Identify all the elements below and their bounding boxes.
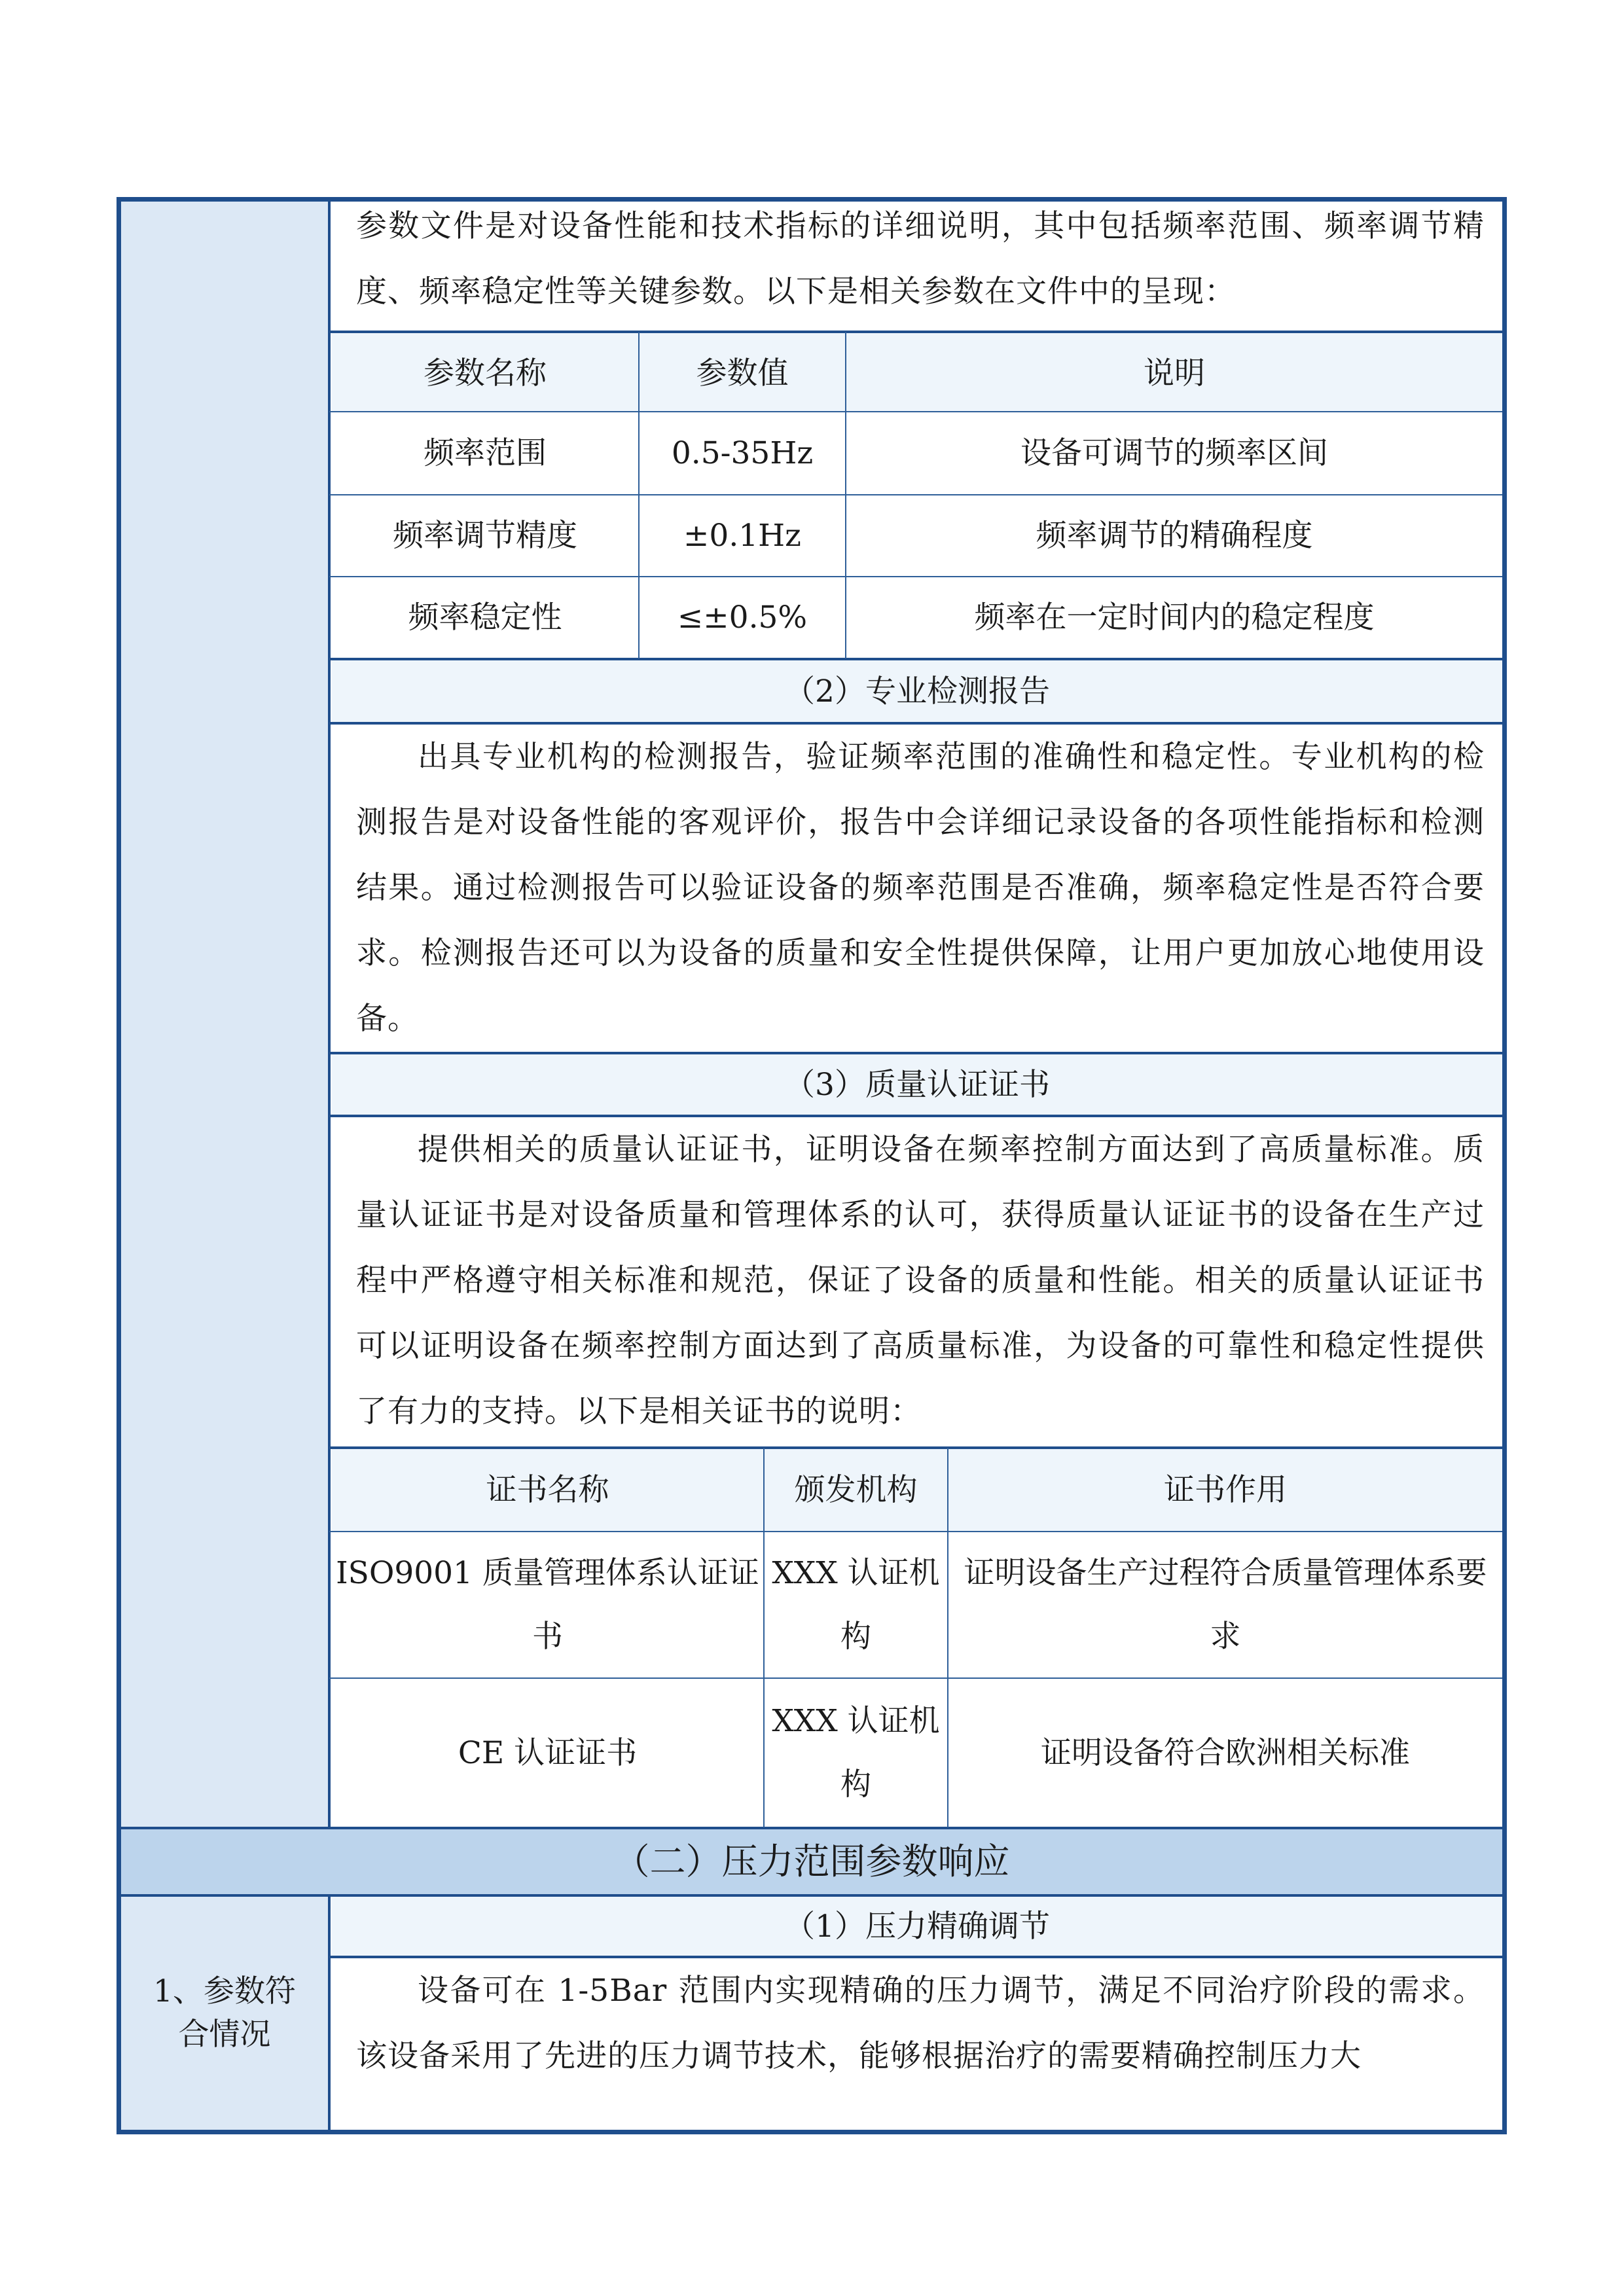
param-header-value: 参数值 <box>696 355 789 391</box>
table-cell: 0.5-35Hz <box>671 435 814 471</box>
section2-title: （二）压力范围参数响应 <box>613 1840 1010 1882</box>
certificate-paragraph: 提供相关的质量认证证书，证明设备在频率控制方面达到了高质量标准。质量认证证书是对设备质量和管理体系的认可，获得质量认证证书的设备在生产过程中严格遵守相关标准和规范，保证了设备的质量和性能。相关的质量认证证书可以证明设备在频率控制方面达到了高质量标准，为设备的可靠性和稳定性提供了有力的支持。以下是相关证书的说明： <box>356 1132 1485 1429</box>
table-cell: 频率调节精度 <box>393 518 577 554</box>
pressure-heading: （1）压力精确调节 <box>784 1908 1050 1945</box>
pressure-paragraph: 设备可在 1-5Bar 范围内实现精确的压力调节，满足不同治疗阶段的需求。该设备采用了先进的压力调节技术，能够根据治疗的需要精确控制压力大 <box>356 1973 1485 2074</box>
cert-header-issuer: 颁发机构 <box>794 1472 918 1508</box>
cert-header-name: 证书名称 <box>486 1472 609 1508</box>
table-cell: XXX 认证机构 <box>772 1703 940 1803</box>
param-header-desc: 说明 <box>1144 355 1205 391</box>
table-cell: 设备可调节的频率区间 <box>1020 435 1328 471</box>
left-divider-lower <box>328 1895 331 2130</box>
cert-header-purpose: 证书作用 <box>1164 1472 1287 1508</box>
report-heading: （2）专业检测报告 <box>784 673 1050 709</box>
table-cell: ≤±0.5% <box>677 600 808 636</box>
left-column-upper <box>121 202 329 1829</box>
left-divider-upper <box>328 202 331 1829</box>
report-paragraph: 出具专业机构的检测报告，验证频率范围的准确性和稳定性。专业机构的检测报告是对设备性能的客观评价，报告中会详细记录设备的各项性能指标和检测结果。通过检测报告可以验证设备的频率范围是否准确，频率稳定性是否符合要求。检测报告还可以为设备的质量和安全性提供保障，让用户更加放心地使用设备。 <box>356 739 1485 1037</box>
table-cell: ±0.1Hz <box>683 518 801 554</box>
table-cell: XXX 认证机构 <box>772 1555 940 1655</box>
left-label-parameter-compliance: 1、参数符合情况 <box>153 1973 296 2053</box>
table-cell: 证明设备符合欧洲相关标准 <box>1041 1734 1410 1771</box>
table-cell: 频率范围 <box>424 435 547 471</box>
table-cell: 频率调节的精确程度 <box>1036 518 1313 554</box>
table-cell: ISO9001 质量管理体系认证证书 <box>336 1555 759 1655</box>
table-cell: 频率稳定性 <box>408 600 562 636</box>
table-cell: CE 认证证书 <box>458 1734 638 1771</box>
certificate-heading: （3）质量认证证书 <box>784 1066 1050 1103</box>
table-cell: 证明设备生产过程符合质量管理体系要求 <box>964 1555 1487 1655</box>
table-cell: 频率在一定时间内的稳定程度 <box>974 600 1375 636</box>
param-header-name: 参数名称 <box>424 355 547 391</box>
intro-paragraph: 参数文件是对设备性能和技术指标的详细说明，其中包括频率范围、频率调节精度、频率稳定性等关键参数。以下是相关参数在文件中的呈现： <box>356 208 1485 310</box>
